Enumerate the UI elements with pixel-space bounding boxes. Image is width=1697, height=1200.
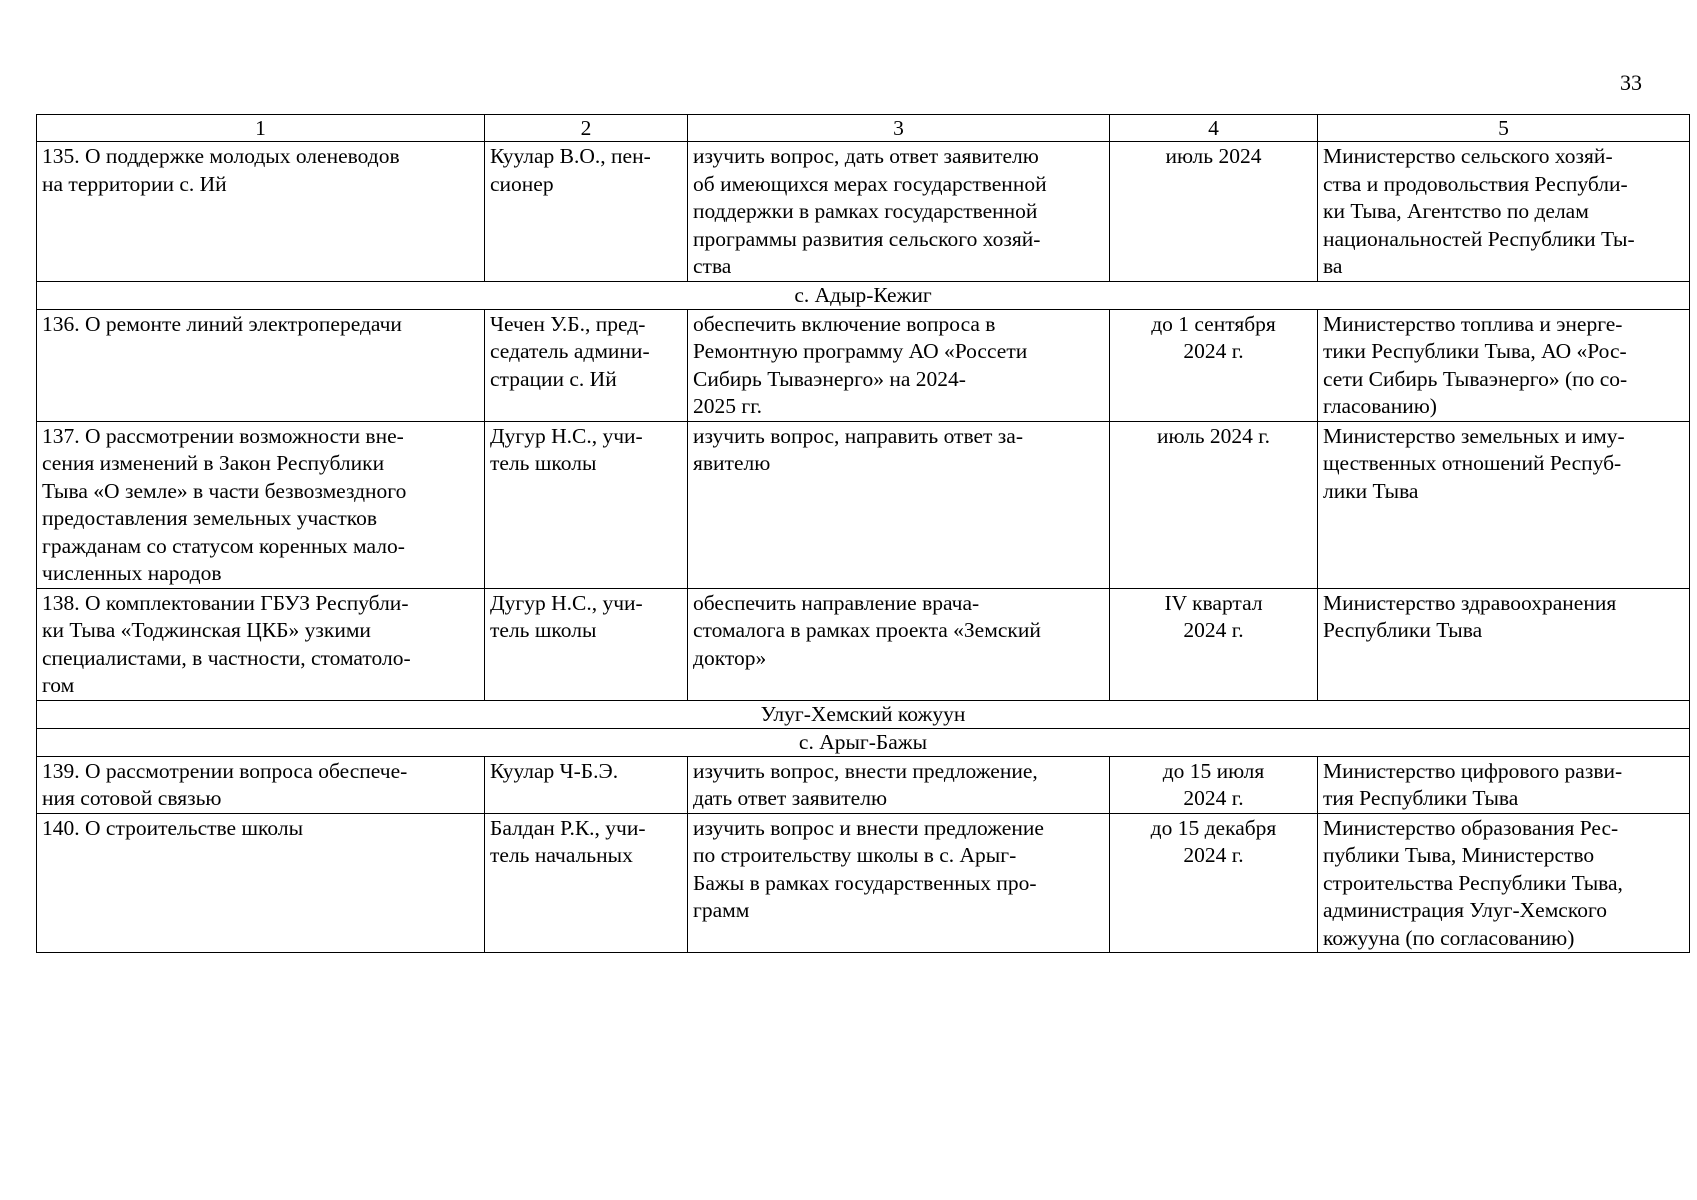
question-cell [37, 421, 485, 588]
deadline-cell [1110, 142, 1318, 282]
cell-line: изучить вопрос, направить ответ за- [693, 423, 1023, 448]
cell-line: доктор» [693, 645, 767, 670]
cell-line: обеспечить включение вопроса в [693, 311, 996, 336]
applicant-cell [485, 142, 688, 282]
header-col-1: 1 [37, 115, 485, 142]
cell-line: 2024 г. [1183, 618, 1244, 642]
question-cell [37, 756, 485, 813]
section-row [37, 728, 1690, 756]
cell-line: 140. О строительстве школы [42, 815, 304, 840]
cell-line: тия Республики Тыва [1323, 786, 1519, 810]
responsible-cell [1318, 142, 1690, 282]
cell-line: до 15 июля [1162, 758, 1265, 783]
cell-line: лики Тыва [1323, 478, 1419, 503]
cell-line: грамм [693, 898, 750, 922]
cell-line: тель школы [490, 451, 597, 475]
cell-line: июль 2024 г. [1156, 423, 1271, 448]
question-cell [37, 588, 485, 700]
applicant-cell [485, 309, 688, 421]
cell-line: Сибирь Тываэнерго» на 2024- [693, 366, 966, 391]
cell-line: седатель админи- [490, 339, 650, 363]
cell-line: Куулар В.О., пен- [490, 144, 651, 168]
cell-line: Чечен У.Б., пред- [490, 311, 646, 336]
section-title: Улуг-Хемский кожуун [37, 700, 1690, 728]
responsible-cell [1318, 813, 1690, 953]
header-col-5: 5 [1318, 115, 1690, 142]
cell-line: Дугур Н.С., учи- [490, 590, 643, 615]
table-row [37, 756, 1690, 813]
cell-line: строительства Республики Тыва, [1323, 870, 1623, 895]
cell-line: 139. О рассмотрении вопроса обеспече- [42, 758, 408, 783]
cell-line: на территории с. Ий [42, 171, 227, 196]
cell-line: тики Республики Тыва, АО «Рос- [1323, 339, 1627, 363]
document-table [36, 114, 1690, 953]
cell-line: до 1 сентября [1151, 311, 1276, 336]
cell-line: гражданам со статусом коренных мало- [42, 533, 405, 558]
cell-line: 135. О поддержке молодых оленеводов [42, 144, 400, 168]
applicant-cell [485, 756, 688, 813]
cell-line: Министерство сельского хозяй- [1323, 144, 1613, 168]
section-title: с. Адыр-Кежиг [37, 281, 1690, 309]
cell-line: сионер [490, 171, 554, 196]
cell-line: щественных отношений Респуб- [1323, 451, 1622, 475]
cell-line: ния сотовой связью [42, 786, 222, 810]
responsible-cell [1318, 309, 1690, 421]
action-cell [688, 756, 1110, 813]
cell-line: 2025 гг. [693, 394, 762, 418]
cell-line: Балдан Р.К., учи- [490, 815, 646, 840]
cell-line: тель начальных [490, 843, 633, 867]
responsible-cell [1318, 756, 1690, 813]
cell-line: Министерство здравоохранения [1323, 590, 1617, 615]
cell-line: изучить вопрос и внести предложение [693, 815, 1044, 840]
table-row [37, 588, 1690, 700]
cell-line: поддержки в рамках государственной [693, 199, 1038, 223]
applicant-cell [485, 588, 688, 700]
deadline-cell [1110, 588, 1318, 700]
cell-line: 136. О ремонте линий электропередачи [42, 311, 402, 336]
responsible-cell [1318, 588, 1690, 700]
deadline-cell [1110, 756, 1318, 813]
cell-line: Министерство образования Рес- [1323, 815, 1619, 840]
header-col-3: 3 [688, 115, 1110, 142]
cell-line: явителю [693, 451, 771, 475]
cell-line: об имеющихся мерах государственной [693, 171, 1047, 196]
cell-line: Министерство земельных и иму- [1323, 423, 1625, 448]
question-cell [37, 142, 485, 282]
cell-line: предоставления земельных участков [42, 506, 377, 530]
cell-line: ки Тыва, Агентство по делам [1323, 199, 1589, 223]
cell-line: изучить вопрос, внести предложение, [693, 758, 1038, 783]
cell-line: сения изменений в Закон Республики [42, 451, 385, 475]
cell-line: ства и продовольствия Республи- [1323, 171, 1628, 196]
action-cell [688, 142, 1110, 282]
cell-line: 2024 г. [1183, 339, 1244, 363]
page-number: 33 [1620, 70, 1642, 95]
cell-line: обеспечить направление врача- [693, 590, 980, 615]
cell-line: 2024 г. [1183, 786, 1244, 810]
cell-line: июль 2024 [1165, 144, 1262, 168]
question-cell [37, 309, 485, 421]
cell-line: гласованию) [1323, 394, 1437, 418]
section-row [37, 700, 1690, 728]
question-cell [37, 813, 485, 953]
cell-line: стомалога в рамках проекта «Земский [693, 618, 1041, 642]
table-row [37, 421, 1690, 588]
header-col-4: 4 [1110, 115, 1318, 142]
cell-line: Тыва «О земле» в части безвозмездного [42, 478, 407, 503]
cell-line: сети Сибирь Тываэнерго» (по со- [1323, 366, 1628, 391]
header-col-2: 2 [485, 115, 688, 142]
deadline-cell [1110, 813, 1318, 953]
cell-line: Министерство цифрового разви- [1323, 758, 1623, 783]
applicant-cell [485, 813, 688, 953]
cell-line: по строительству школы в с. Арыг- [693, 843, 1017, 867]
cell-line: программы развития сельского хозяй- [693, 226, 1041, 251]
cell-line: ства [693, 254, 732, 278]
section-title: с. Арыг-Бажы [37, 728, 1690, 756]
section-row [37, 281, 1690, 309]
cell-line: Дугур Н.С., учи- [490, 423, 643, 448]
cell-line: тель школы [490, 618, 597, 642]
cell-line: 2024 г. [1183, 843, 1244, 867]
cell-line: ки Тыва «Тоджинская ЦКБ» узкими [42, 618, 371, 642]
cell-line: Бажы в рамках государственных про- [693, 870, 1037, 895]
table-row [37, 142, 1690, 282]
responsible-cell [1318, 421, 1690, 588]
cell-line: специалистами, в частности, стоматоло- [42, 645, 411, 670]
action-cell [688, 309, 1110, 421]
cell-line: Республики Тыва [1323, 618, 1483, 642]
applicant-cell [485, 421, 688, 588]
cell-line: Министерство топлива и энерге- [1323, 311, 1623, 336]
cell-line: национальностей Республики Ты- [1323, 226, 1635, 251]
cell-line: изучить вопрос, дать ответ заявителю [693, 144, 1039, 168]
cell-line: до 15 декабря [1150, 815, 1277, 840]
cell-line: 138. О комплектовании ГБУЗ Республи- [42, 590, 409, 615]
cell-line: страции с. Ий [490, 366, 617, 391]
deadline-cell [1110, 309, 1318, 421]
table-row [37, 813, 1690, 953]
table-header-row [37, 115, 1690, 142]
cell-line: публики Тыва, Министерство [1323, 843, 1595, 867]
cell-line: администрация Улуг-Хемского [1323, 898, 1607, 922]
cell-line: дать ответ заявителю [693, 786, 888, 810]
cell-line: IV квартал [1164, 590, 1263, 615]
cell-line: кожууна (по согласованию) [1323, 925, 1575, 950]
cell-line: численных народов [42, 561, 222, 585]
action-cell [688, 813, 1110, 953]
cell-line: Ремонтную программу АО «Россети [693, 339, 1028, 363]
table-row [37, 309, 1690, 421]
cell-line: ва [1323, 254, 1343, 278]
cell-line: Куулар Ч-Б.Э. [490, 758, 619, 783]
cell-line: гом [42, 673, 75, 697]
action-cell [688, 588, 1110, 700]
cell-line: 137. О рассмотрении возможности вне- [42, 423, 404, 448]
deadline-cell [1110, 421, 1318, 588]
action-cell [688, 421, 1110, 588]
